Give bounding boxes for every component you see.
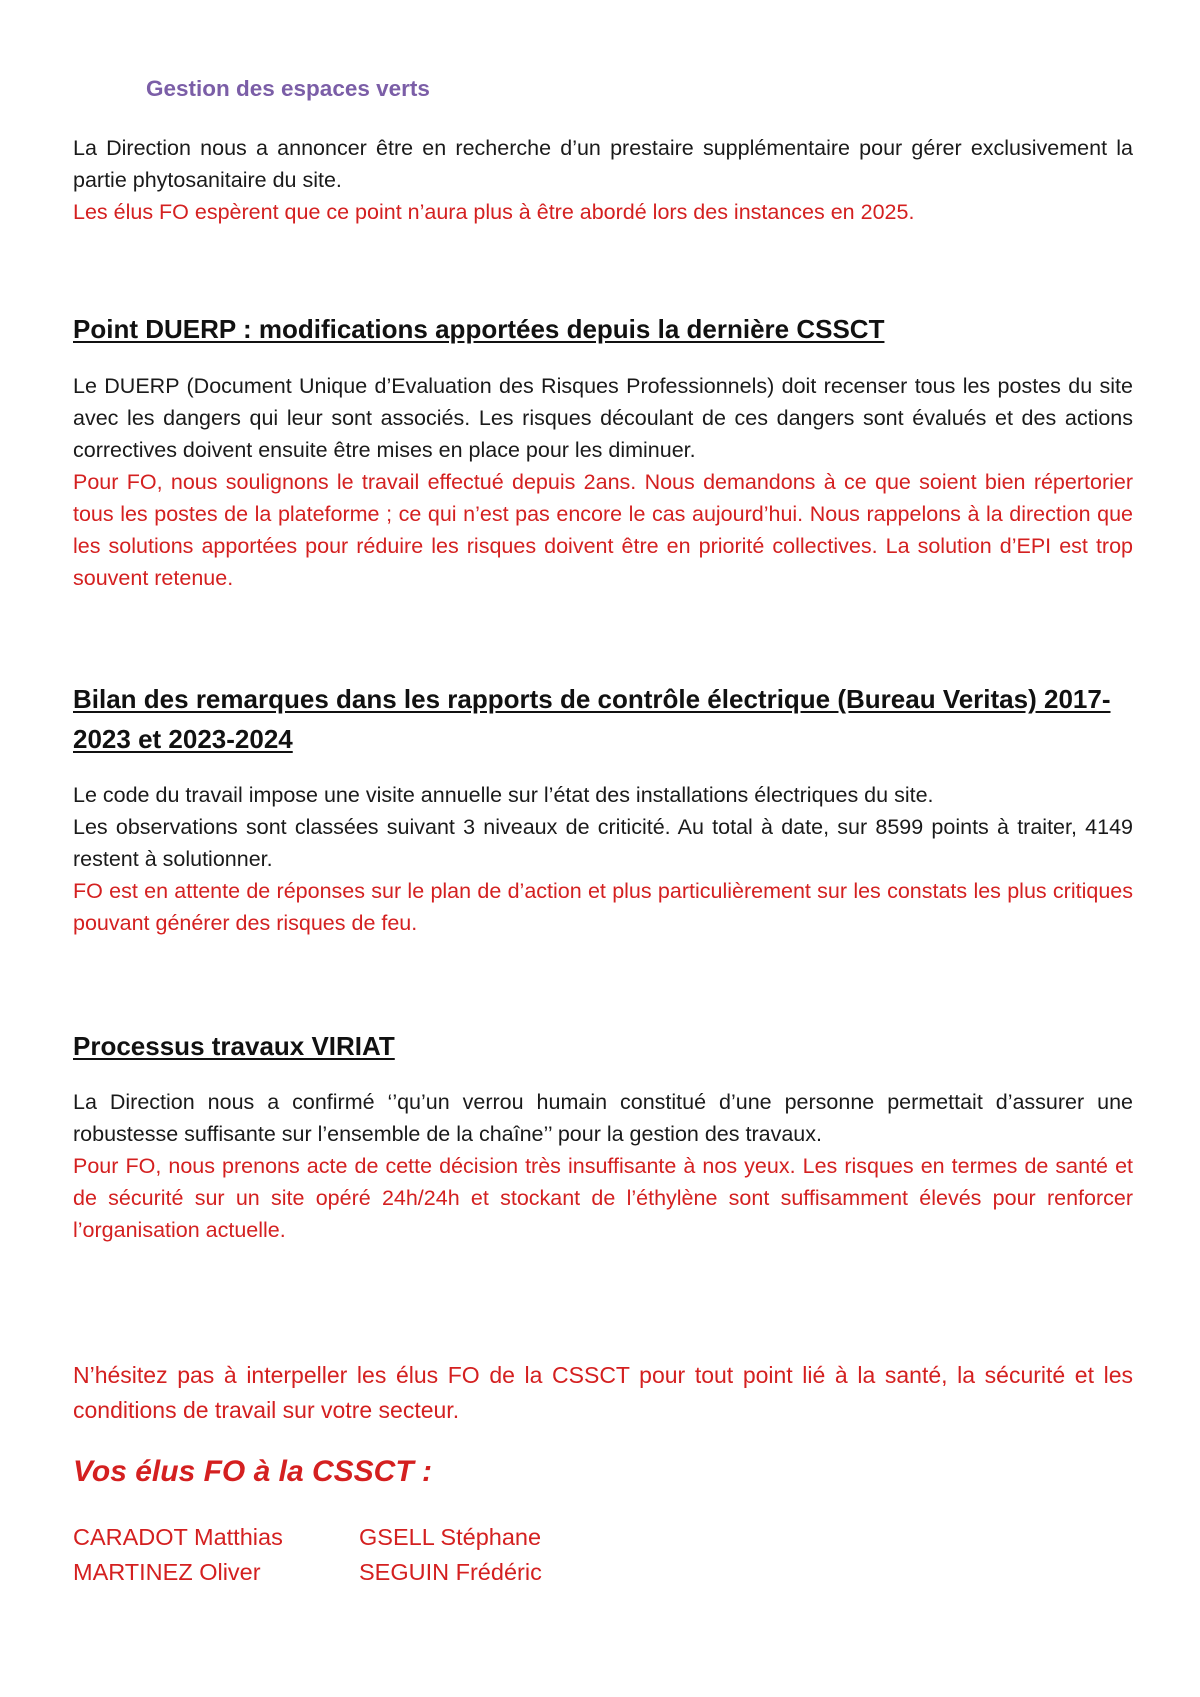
- section-viriat: [73, 1026, 1133, 1066]
- paragraph-espaces-verts-fo-note: Les élus FO espèrent que ce point n’aura plus à être abordé lors des instances en 2025.: [73, 200, 915, 224]
- section-duerp-content: [73, 370, 1133, 594]
- section-espaces-verts: [73, 132, 1133, 228]
- section-viriat-content: [73, 1086, 1133, 1246]
- name-item: SEGUIN Frédéric: [359, 1559, 542, 1585]
- paragraph-electric-fo-note: FO est en attente de réponses sur le plan de d’action et plus particulièrement sur les constats les plus critiques pouvant générer des risques de feu.: [73, 879, 1133, 935]
- paragraph-viriat-fo-note: Pour FO, nous prenons acte de cette décision très insuffisante à nos yeux. Les risques en termes de santé et de sécurité sur un site opéré 24h/24h et stockant de l’éthylène sont suffisamment élevés pour renforcer l’organisation actuelle.: [73, 1154, 1133, 1242]
- name-item: MARTINEZ Oliver: [73, 1559, 261, 1585]
- paragraph-electric-body-1: Le code du travail impose une visite annuelle sur l’état des installations électriques du site.: [73, 783, 934, 807]
- name-item: GSELL Stéphane: [359, 1524, 542, 1550]
- paragraph-duerp-fo-note: Pour FO, nous soulignons le travail effectué depuis 2ans. Nous demandons à ce que soient bien répertorier tous les postes de la plateforme ; ce qui n’est pas encore le cas aujourd’hui. Nous rappelons à la direction que les solutions apportées pour réduire les risques doivent être en priorité collectives. La solution d’EPI est trop souvent retenue.: [73, 470, 1133, 590]
- heading-viriat: Processus travaux VIRIAT: [73, 1031, 395, 1061]
- paragraph-electric-body-2: Les observations sont classées suivant 3 niveaux de criticité. Au total à date, sur 8599 points à traiter, 4149 restent à solutionner.: [73, 815, 1133, 871]
- names-column-1: [73, 1520, 353, 1590]
- signoff-title: Vos élus FO à la CSSCT :: [73, 1455, 432, 1488]
- section-electric-content: [73, 779, 1133, 939]
- names-column-2: [359, 1520, 639, 1590]
- paragraph-espaces-verts-body: La Direction nous a annoncer être en recherche d’un prestaire supplémentaire pour gérer exclusivement la partie phytosanitaire du site.: [73, 136, 1133, 192]
- heading-electric: Bilan des remarques dans les rapports de contrôle électrique (Bureau Veritas) 2017-2023 et 2023-2024: [73, 684, 1111, 754]
- section-electric: [73, 679, 1133, 759]
- name-item: CARADOT Matthias: [73, 1524, 283, 1550]
- paragraph-duerp-body: Le DUERP (Document Unique d’Evaluation des Risques Professionnels) doit recenser tous les postes du site avec les dangers qui leur sont associés. Les risques découlant de ces dangers sont évalués et des actions correctives doivent ensuite être mises en place pour les diminuer.: [73, 374, 1133, 462]
- closing-call-to-action: [73, 1358, 1133, 1428]
- paragraph-viriat-body: La Direction nous a confirmé ‘’qu’un verrou humain constitué d’une personne permettait d’assurer une robustesse suffisante sur l’ensemble de la chaîne’’ pour la gestion des travaux.: [73, 1090, 1133, 1146]
- section-title-espaces-verts: Gestion des espaces verts: [146, 76, 430, 101]
- heading-duerp: Point DUERP : modifications apportées depuis la dernière CSSCT: [73, 314, 885, 344]
- paragraph-call-to-action: N’hésitez pas à interpeller les élus FO de la CSSCT pour tout point lié à la santé, la sécurité et les conditions de travail sur votre secteur.: [73, 1362, 1133, 1423]
- section-duerp: [73, 309, 1133, 349]
